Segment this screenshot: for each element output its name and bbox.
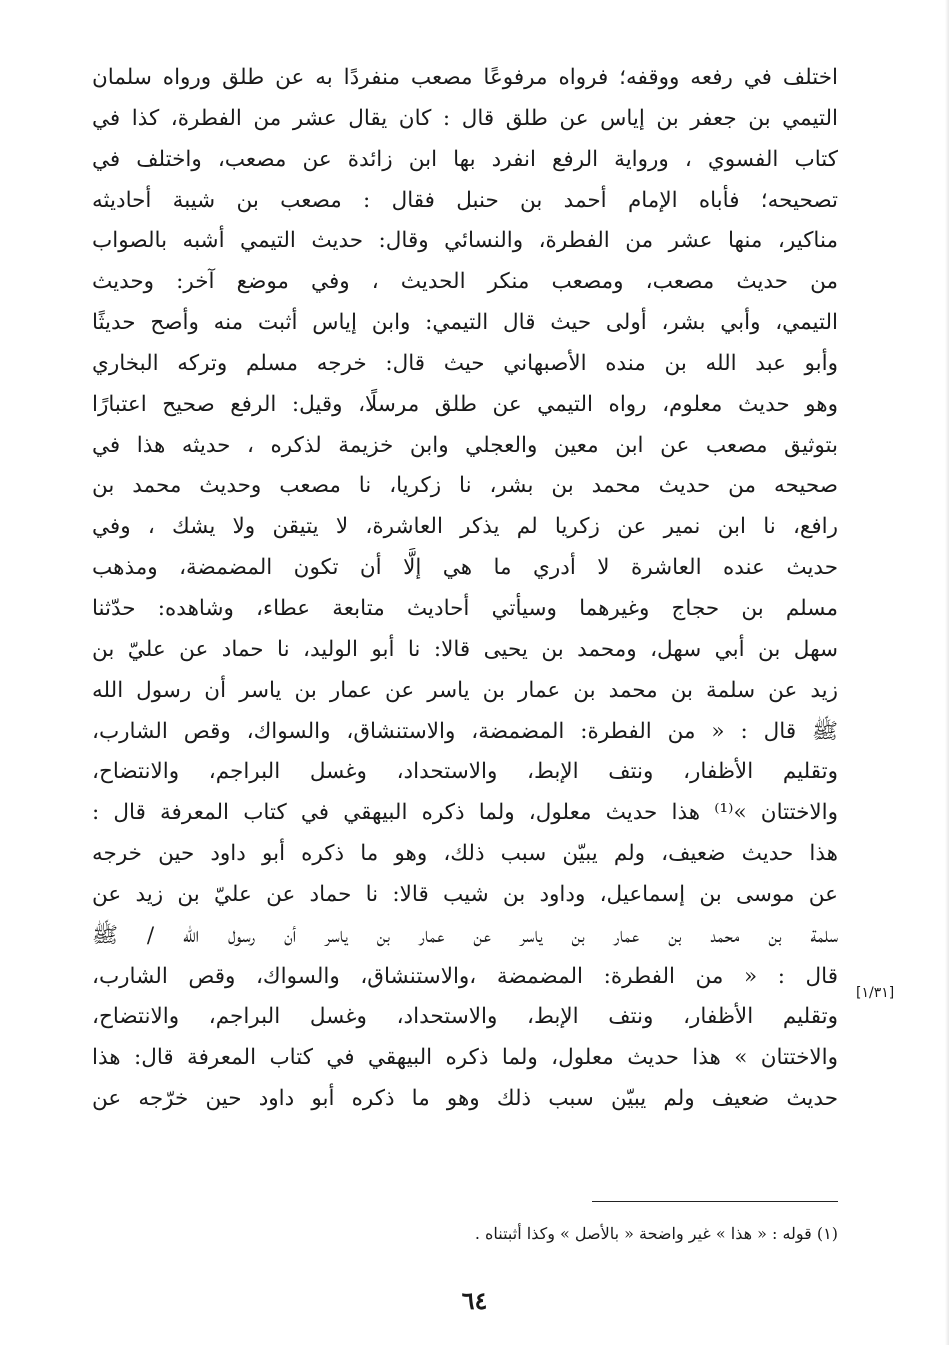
text-line: حديث عنده العاشرة لا أدري ما هي إلَّا أن تكون المضمضة، ومذهب: [92, 555, 838, 581]
text-line: مسلم بن حجاج وغيرهما وسيأتي أحاديث متابعة عطاء، وشاهده: حدّثنا: [92, 595, 838, 621]
text-line: من حديث مصعب، ومصعب منكر الحديث ، وفي موضع آخر: وحديث: [92, 269, 838, 295]
text-line: كتاب الفسوي ، ورواية الرفع انفرد بها ابن زائدة عن مصعب، واختلف في: [92, 146, 838, 172]
text-line: هذا حديث ضعيف، ولم يبيّن سبب ذلك، وهو ما ذكره أبو داود حين خرجه: [92, 841, 838, 867]
text-line: سلمة بن محمد بن عمار بن ياسر عن عمار بن ياسر أن رسول الله / ﷺ: [92, 922, 838, 948]
text-line: عن موسى بن إسماعيل، وداود بن شيب قالا: نا حماد عن عليّ بن زيد عن: [92, 881, 838, 907]
text-line: رافع، نا ابن نمير عن زكريا لم يذكر العاشرة، لا يتيقن ولا يشك ، وفي: [92, 514, 838, 540]
text-line: صحيحه من حديث محمد بن بشر، نا زكريا، نا مصعب وحديث محمد بن: [92, 473, 838, 499]
text-line: وتقليم الأظفار، ونتف الإبط، والاستحداد، وغسل البراجم، والانتضاح،: [92, 1004, 838, 1030]
text-line: التيمي، وأبي بشر، أولى حيث قال التيمي: وابن إياس أثبت منه وأصح حديثًا: [92, 310, 838, 336]
text-line: اختلف في رفعه ووقفه؛ فرواه مرفوعًا مصعب منفردًا به عن طلق ورواه سلمان: [92, 65, 838, 90]
text-line: وهو حديث معلوم، رواه التيمي عن طلق مرسلًا، وقيل: الرفع صحيح اعتبارًا: [92, 391, 838, 417]
text-line: وأبو عبد الله بن منده الأصبهاني حيث قال: خرجه مسلم وتركه البخاري: [92, 350, 838, 376]
footnote-separator: [592, 1201, 838, 1202]
text-line: زيد عن سلمة بن محمد بن عمار بن ياسر عن عمار بن ياسر أن رسول الله: [92, 677, 838, 703]
text-line: حديث ضعيف ولم يبيّن سبب ذلك وهو ما ذكره أبو داود حين خرّجه عن: [92, 1086, 838, 1112]
text-line: ﷺ قال : « من الفطرة: المضمضة، والاستنشاق، والسواك، وقص الشارب،: [92, 718, 838, 744]
main-text-block: [92, 58, 838, 1120]
footnote: (١) قوله : « هذا » غير واضحة « بالأصل » وكذا أثبتناه .: [474, 1224, 838, 1243]
text-line: والاختتان » هذا حديث معلول، ولما ذكره البيهقي في كتاب المعرفة قال: هذا: [92, 1045, 838, 1071]
scan-edge: [945, 0, 949, 1345]
text-line: التيمي بن جعفر بن إياس عن طلق قال : كان يقال عشر من الفطرة، كذا في: [92, 105, 838, 131]
margin-folio-reference: [١/٣١]: [856, 985, 895, 1001]
text-line: وتقليم الأظفار، ونتف الإبط، والاستحداد، وغسل البراجم، والانتضاح،: [92, 759, 838, 785]
text-line: قال : « من الفطرة: المضمضة ،والاستنشاق، والسواك، وقص الشارب،: [92, 963, 838, 989]
page-number: ٦٤: [461, 1286, 488, 1315]
text-line: سهل بن أبي سهل، ومحمد بن يحيى قالا: نا أبو الوليد، نا حماد عن عليّ بن: [92, 636, 838, 662]
text-line: مناكير، منها عشر من الفطرة، والنسائي وقال: حديث التيمي أشبه بالصواب: [92, 228, 838, 254]
text-line: بتوثيق مصعب عن ابن معين والعجلي وابن خزيمة لذكره ، حديثه هذا في: [92, 432, 838, 458]
text-line: تصحيحه؛ فأباه الإمام أحمد بن حنبل فقال : مصعب بن شيبة أحاديثه: [92, 187, 838, 213]
text-line: والاختتان »⁽¹⁾ هذا حديث معلول، ولما ذكره البيهقي في كتاب المعرفة قال :: [92, 800, 838, 826]
